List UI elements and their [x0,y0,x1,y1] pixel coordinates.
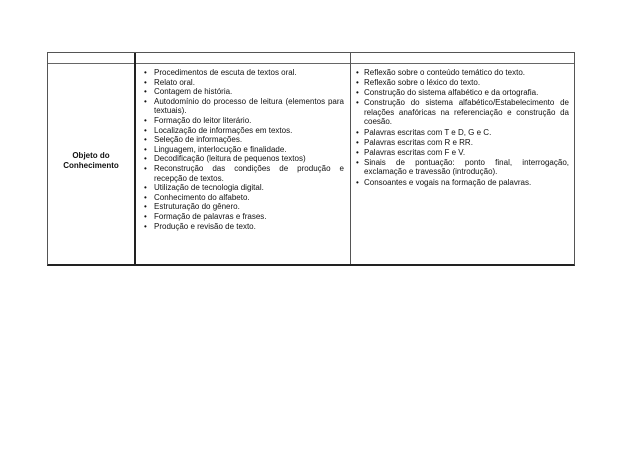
bullet-icon: • [356,78,359,88]
knowledge-column-left [142,68,344,231]
bullet-icon: • [144,87,147,97]
bullet-icon: • [356,68,359,77]
list-item: • Contagem de história. [144,87,233,97]
knowledge-list-left [142,68,344,231]
list-item: • Decodificação (leitura de pequenos textos) [144,154,306,164]
list-item: • Palavras escritas com F e V. [356,147,466,157]
bullet-icon: • [144,77,147,87]
bullet-icon: • [144,163,147,173]
list-item: • Autodomínio do processo de leitura (elementos para textuais). [144,96,344,116]
list-item: • Reconstrução das condições de produção e recepção de textos. [144,163,344,183]
bullet-icon: • [356,177,359,187]
bullet-icon: • [144,144,147,154]
bullet-icon: • [144,202,147,212]
bullet-icon: • [144,183,147,193]
list-item: • Palavras escritas com R e RR. [356,137,473,147]
list-item: • Localização de informações em textos. [144,125,293,135]
bullet-icon: • [356,137,359,147]
list-item: • Relato oral. [144,77,195,87]
list-item: • Seleção de informações. [144,135,243,145]
bullet-icon: • [144,115,147,125]
list-item: • Construção do sistema alfabético/Estabelecimento de relações anafóricas na referenciação e construção da coesão. [356,98,569,127]
list-item: • Consoantes e vogais na formação de palavras. [356,177,532,187]
list-item: • Conhecimento do alfabeto. [144,192,250,202]
list-item: • Estruturação do gênero. [144,202,240,212]
list-item: • Formação do leitor literário. [144,115,252,125]
list-item: • Utilização de tecnologia digital. [144,183,264,193]
list-item: • Procedimentos de escuta de textos oral. [144,68,297,77]
bullet-icon: • [144,221,147,231]
bullet-icon: • [144,211,147,221]
list-item: • Sinais de pontuação: ponto final, interrogação, exclamação e travessão (introdução). [356,157,569,177]
bullet-icon: • [144,125,147,135]
row-label [48,151,134,171]
content-table [47,52,575,266]
bullet-icon: • [144,96,147,106]
header-row-divider [48,63,574,64]
list-item: • Construção do sistema alfabético e da ortografia. [356,88,539,98]
list-item: • Palavras escritas com T e D, G e C. [356,127,492,137]
list-item: • Reflexão sobre o conteúdo temático do texto. [356,68,525,77]
bullet-icon: • [144,135,147,145]
list-item: • Formação de palavras e frases. [144,211,267,221]
bullet-icon: • [144,154,147,164]
bullet-icon: • [356,98,359,108]
bullet-icon: • [356,157,359,167]
row-label-line2: Conhecimento [63,161,119,170]
column-divider-middle [350,53,351,264]
bullet-icon: • [144,68,147,77]
bullet-icon: • [356,127,359,137]
knowledge-list-right [355,68,569,187]
knowledge-column-right [355,68,569,188]
bullet-icon: • [144,192,147,202]
list-item: • Linguagem, interlocução e finalidade. [144,144,287,154]
list-item: • Produção e revisão de texto. [144,221,256,231]
column-divider-label [134,53,136,264]
list-item: • Reflexão sobre o léxico do texto. [356,78,481,88]
bullet-icon: • [356,147,359,157]
row-label-line1: Objeto do [72,151,110,160]
bullet-icon: • [356,88,359,98]
